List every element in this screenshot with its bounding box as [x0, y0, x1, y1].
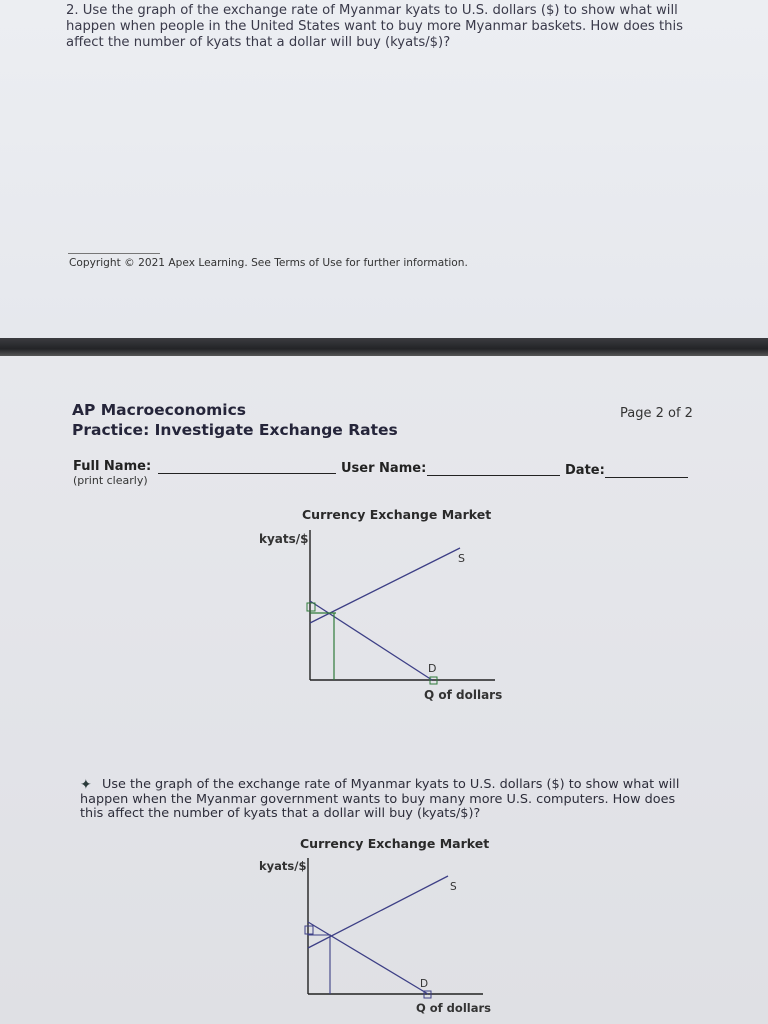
chart-2-price-marker	[305, 926, 313, 934]
page-number: Page 2 of 2	[620, 406, 693, 421]
chart-2-supply-label: S	[450, 881, 457, 893]
full-name-field[interactable]	[158, 473, 336, 474]
chart-2-supply-curve	[308, 876, 448, 948]
chart-2-graph[interactable]	[298, 856, 498, 1001]
chart-2-demand-curve	[308, 922, 428, 994]
chart-1-graph[interactable]	[300, 528, 510, 688]
chart-2-title: Currency Exchange Market	[300, 836, 490, 851]
bullet-icon: ✦	[80, 777, 92, 793]
chart-1-x-axis-label: Q of dollars	[424, 688, 503, 702]
course-title: AP Macroeconomics	[72, 401, 247, 419]
copyright-text: Copyright © 2021 Apex Learning. See Terms of Use for further information.	[69, 257, 468, 269]
question-3-body: Use the graph of the exchange rate of Myanmar kyats to U.S. dollars ($) to show what will happen when the Myanmar government wants to buy many more U.S. computers. How does this affect the number of kyats that a dollar will buy (kyats/$)?	[80, 777, 680, 821]
page-divider	[0, 338, 768, 356]
full-name-label: Full Name:	[73, 459, 152, 474]
practice-title: Practice: Investigate Exchange Rates	[72, 421, 398, 439]
print-clearly-note: (print clearly)	[73, 474, 148, 487]
chart-1-demand-label: D	[428, 662, 437, 675]
question-3-text	[80, 778, 690, 822]
chart-2-y-axis-label: kyats/$	[259, 859, 307, 873]
chart-1-supply-curve	[310, 548, 460, 623]
user-name-label: User Name:	[341, 461, 427, 476]
copyright-rule	[68, 253, 160, 254]
chart-2-x-axis-label: Q of dollars	[416, 1001, 491, 1015]
chart-1-title: Currency Exchange Market	[302, 507, 492, 522]
user-name-field[interactable]	[427, 475, 560, 476]
date-label: Date:	[565, 463, 605, 478]
chart-1-supply-label: S	[458, 552, 465, 565]
question-2-text: 2. Use the graph of the exchange rate of Myanmar kyats to U.S. dollars ($) to show what will happen when people in the United States want to buy more Myanmar baskets. How does this affect the number of kyats that a dollar will buy (kyats/$)?	[66, 3, 684, 50]
chart-1-y-axis-label: kyats/$	[259, 532, 309, 546]
date-field[interactable]	[605, 477, 688, 478]
chart-2-demand-label: D	[420, 978, 429, 990]
